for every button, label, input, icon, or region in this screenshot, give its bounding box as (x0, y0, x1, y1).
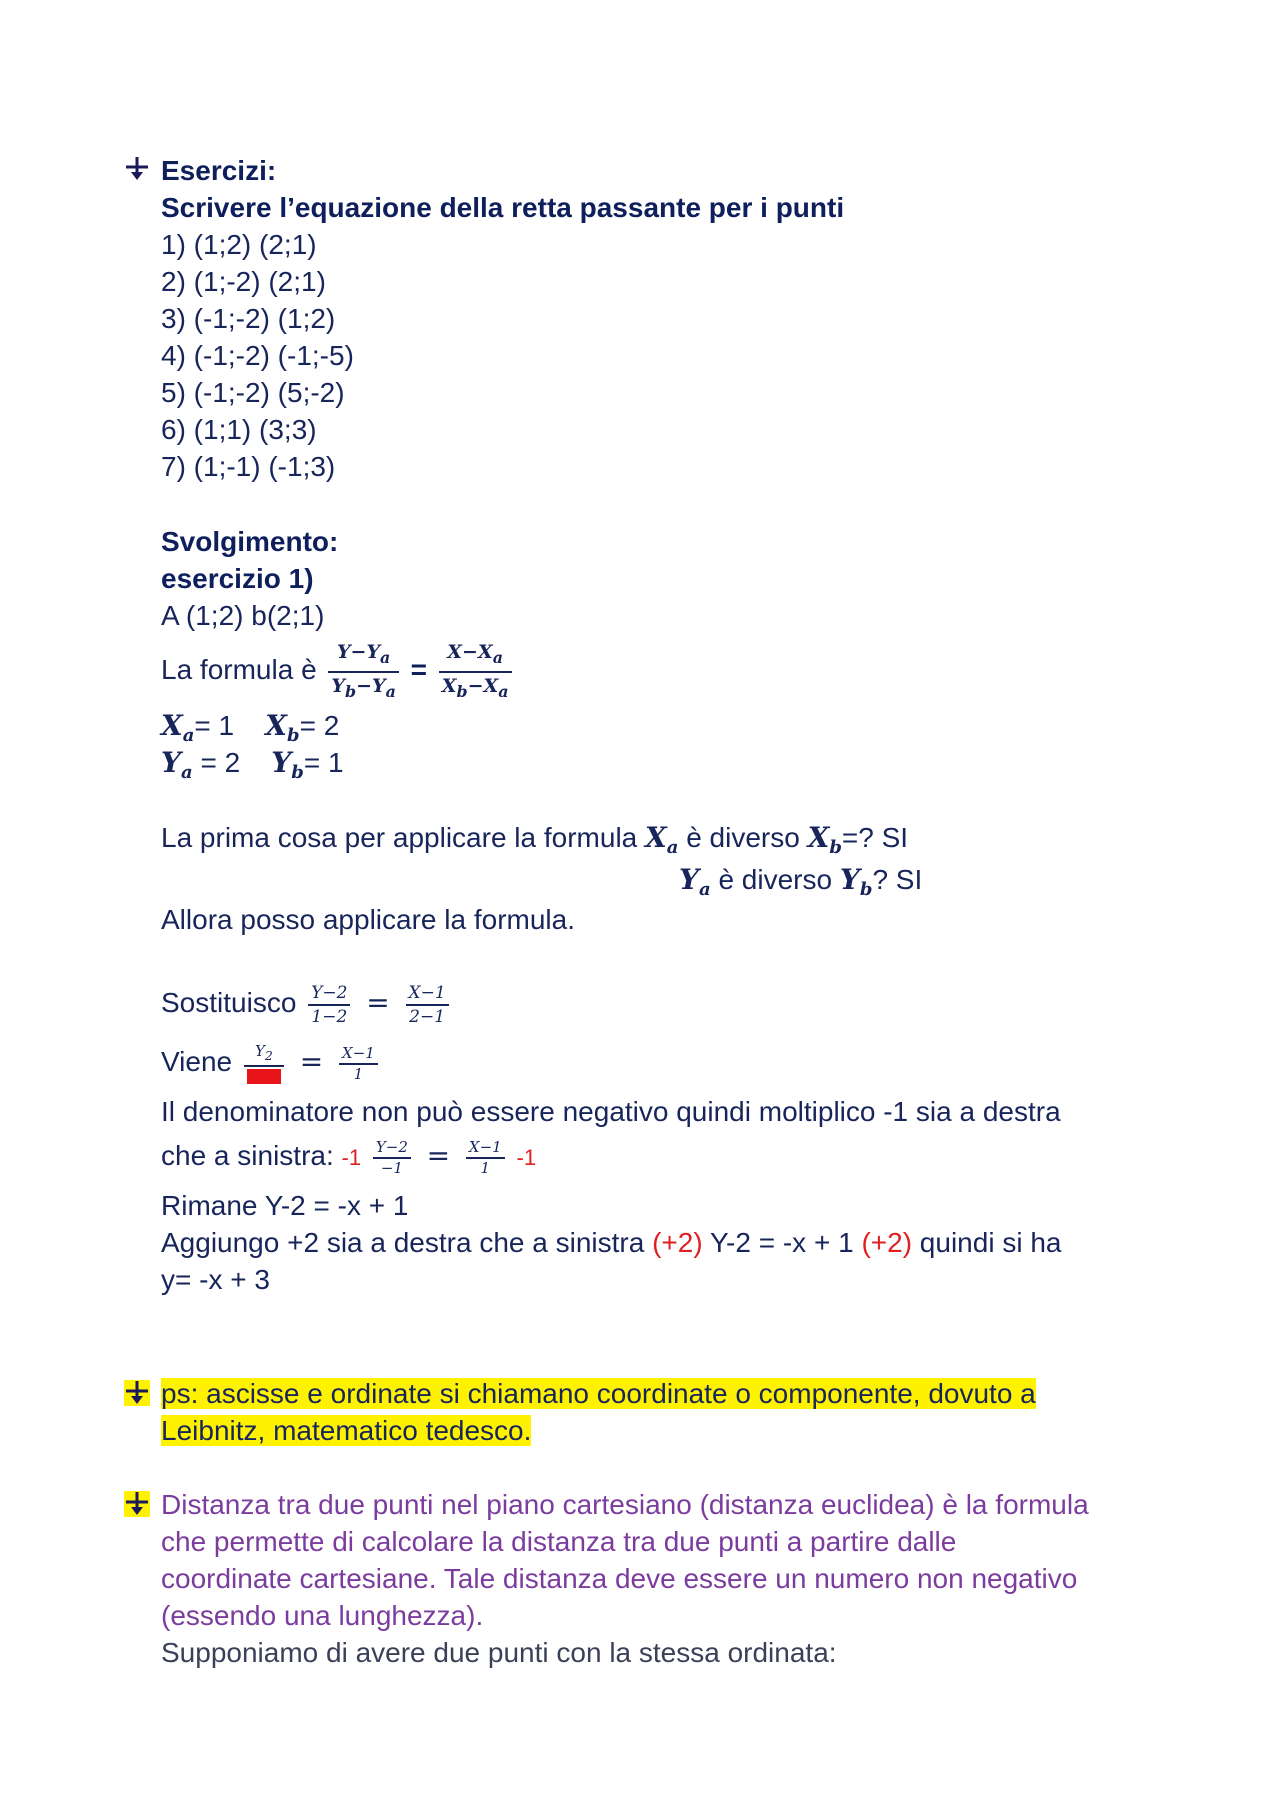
substitute-line: Sostituisco $\frac{Y-2}{1-2}$ = $\frac{X-1}{2-1}$ (161, 976, 453, 1030)
check-line-2: $Y_a$ è diverso $Y_b$? SI (679, 863, 923, 900)
exercise-item: 5) (-1;-2) (5;-2) (161, 377, 345, 408)
formula-right-fraction: $\frac{X-X_a}{X_b-X_a}$ (439, 639, 512, 705)
sides-left-fraction: $\frac{Y-2}{-1}$ (373, 1138, 411, 1178)
arrow-down-bullet-icon (124, 156, 150, 182)
apply-line: Allora posso applicare la formula. (161, 904, 575, 935)
viene-left-fraction: $\frac{Y_2}{-1}$ (244, 1042, 284, 1086)
formula-left-fraction: $\frac{Y-Y_a}{Y_b-Y_a}$ (328, 639, 398, 705)
exercise-item: 2) (1;-2) (2;1) (161, 266, 326, 297)
distance-line-4: (essendo una lunghezza). (161, 1600, 484, 1631)
y-values-line: $Y_a = 2$ $Y_b= 1$ (161, 746, 344, 783)
denominator-line: Il denominatore non può essere negativo quindi moltiplico -1 sia a destra (161, 1096, 1061, 1127)
formula-line (161, 639, 516, 705)
substitute-right-fraction: $\frac{X-1}{2-1}$ (406, 982, 449, 1028)
note-line-1: ps: ascisse e ordinate si chiamano coordinate o componente, dovuto a (161, 1378, 1036, 1409)
exercise-item: 7) (1;-1) (-1;3) (161, 451, 336, 482)
sides-line: che a sinistra: -1 $\frac{Y-2}{-1}$ = $\frac{X-1}{1}$ -1 (161, 1137, 537, 1177)
viene-right-fraction: $\frac{X-1}{1}$ (339, 1044, 378, 1084)
add-line: Aggiungo +2 sia a destra che a sinistra (+2) Y-2 = -x + 1 (+2) quindi si ha (161, 1227, 1062, 1258)
remain-line: Rimane Y-2 = -x + 1 (161, 1190, 409, 1221)
x-values-line: $X_a= 1$ $X_b= 2$ (161, 709, 340, 746)
exercise-label: esercizio 1) (161, 563, 314, 594)
arrow-down-bullet-icon (124, 1491, 150, 1517)
distance-line-3: coordinate cartesiane. Tale distanza deve essere un numero non negativo (161, 1563, 1078, 1594)
exercise-item: 3) (-1;-2) (1;2) (161, 303, 336, 334)
arrow-down-bullet-icon (124, 1380, 150, 1406)
viene-line: Viene $\frac{Y_2}{-1}$ = $\frac{X-1}{1}$ (161, 1038, 382, 1086)
formula-equal-sign: = (410, 654, 427, 686)
points-line: A (1;2) b(2;1) (161, 600, 325, 631)
note-line-2: Leibnitz, matematico tedesco. (161, 1415, 532, 1446)
exercises-title: Esercizi: (161, 155, 277, 186)
distance-line-5: Supponiamo di avere due punti con la stessa ordinata: (161, 1637, 837, 1668)
check-line-1: La prima cosa per applicare la formula $X_a$ è diverso $X_b=$? SI (161, 821, 909, 858)
result-line: y= -x + 3 (161, 1264, 270, 1295)
exercise-item: 4) (-1;-2) (-1;-5) (161, 340, 354, 371)
formula-label: La formula è (161, 654, 317, 686)
distance-line-1: Distanza tra due punti nel piano cartesiano (distanza euclidea) è la formula (161, 1489, 1089, 1520)
substitute-left-fraction: $\frac{Y-2}{1-2}$ (308, 982, 350, 1028)
exercise-item: 1) (1;2) (2;1) (161, 229, 317, 260)
exercises-subtitle: Scrivere l’equazione della retta passante per i punti (161, 192, 845, 223)
distance-line-2: che permette di calcolare la distanza tra due punti a partire dalle (161, 1526, 957, 1557)
sides-right-fraction: $\frac{X-1}{1}$ (466, 1138, 505, 1178)
exercise-item: 6) (1;1) (3;3) (161, 414, 317, 445)
solution-title: Svolgimento: (161, 526, 339, 557)
